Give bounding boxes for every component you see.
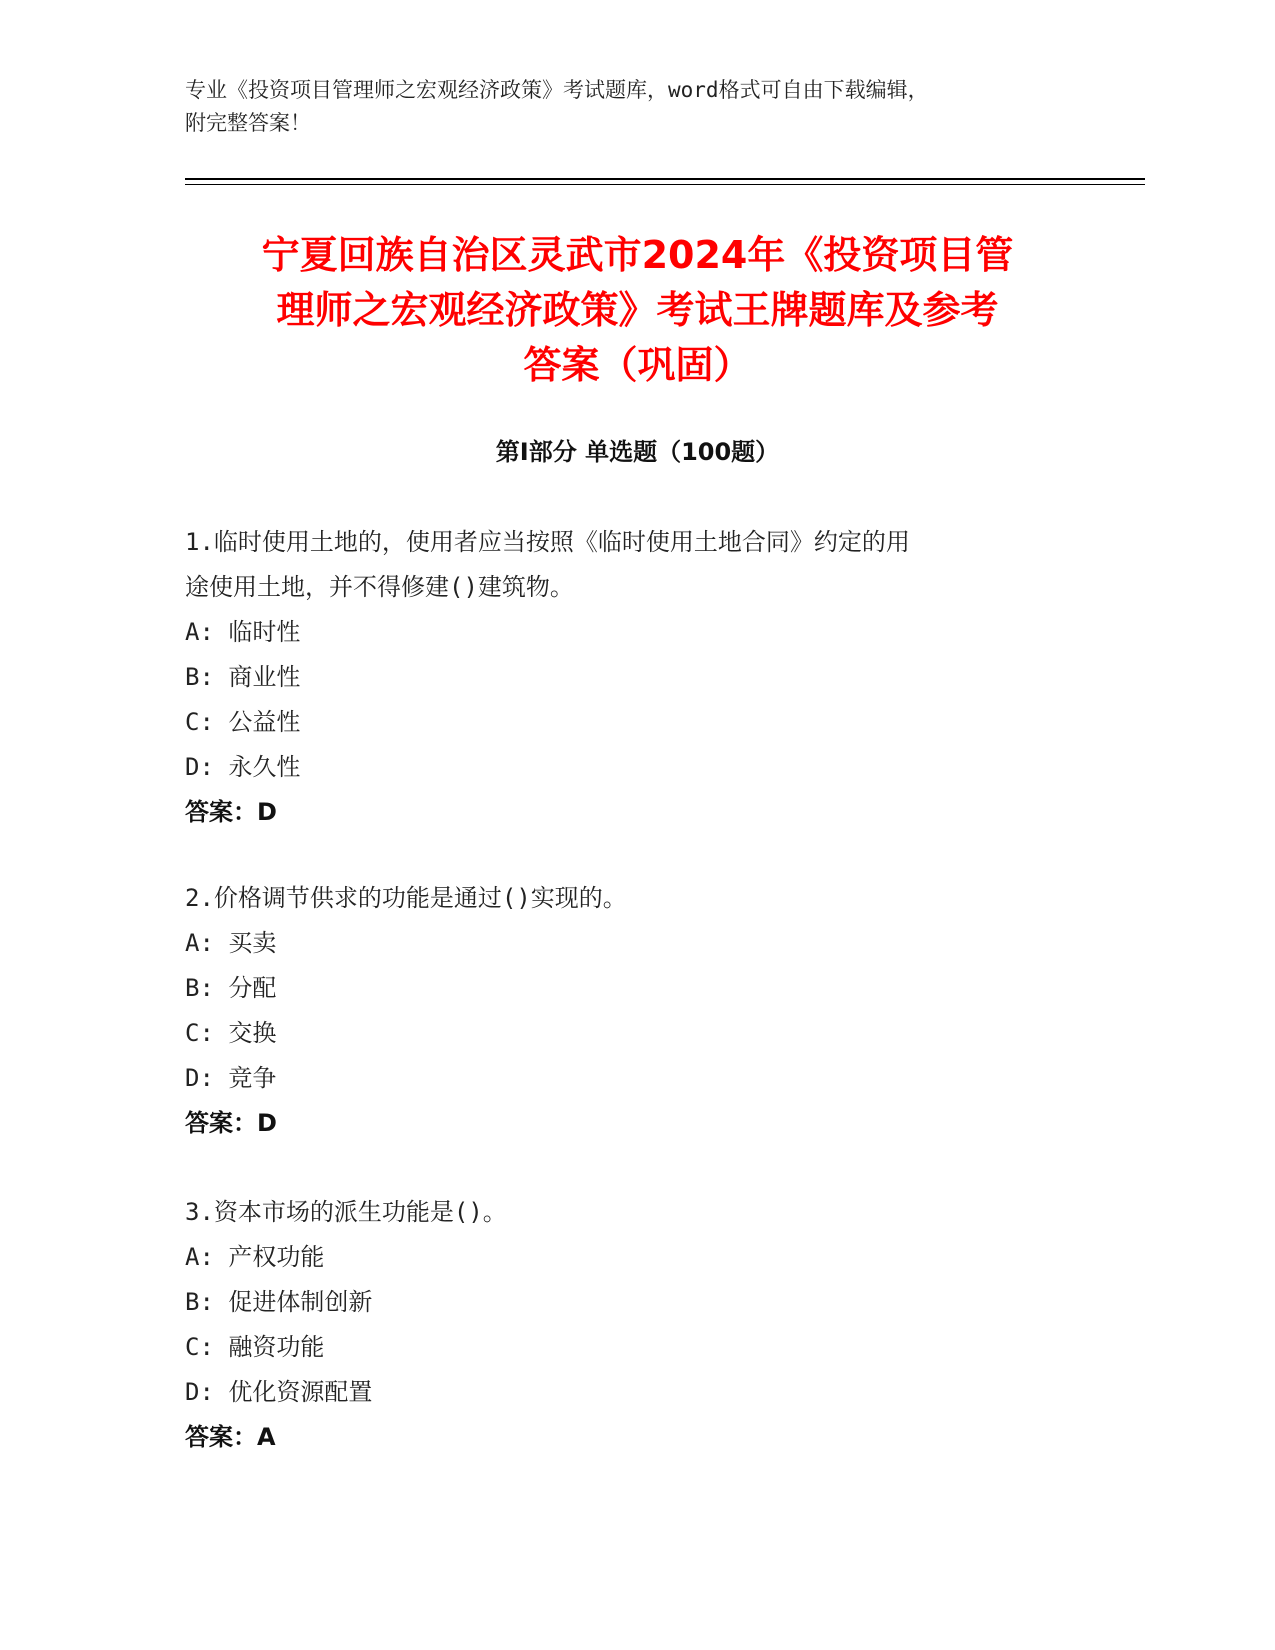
question-1-stem-line-1: 1.临时使用土地的，使用者应当按照《临时使用土地合同》约定的用 [185, 528, 910, 556]
question-1 [185, 520, 1065, 835]
question-3-stem-line-1: 3.资本市场的派生功能是()。 [185, 1198, 507, 1226]
question-2-option-b: B: 分配 [185, 974, 277, 1002]
question-2-option-d: D: 竞争 [185, 1064, 277, 1092]
question-3-answer: 答案：A [185, 1423, 276, 1451]
question-3-option-d: D: 优化资源配置 [185, 1378, 373, 1406]
question-2-option-c: C: 交换 [185, 1019, 277, 1047]
section-heading: 第I部分 单选题（100题） [495, 438, 780, 466]
document-title-line-3: 答案（巩固） [523, 343, 752, 387]
question-3-option-b: B: 促进体制创新 [185, 1288, 373, 1316]
question-1-stem-line-2: 途使用土地，并不得修建()建筑物。 [185, 573, 574, 601]
document-title-line-1: 宁夏回族自治区灵武市2024年《投资项目管 [261, 233, 1014, 277]
question-2 [185, 876, 1065, 1146]
question-1-option-c: C: 公益性 [185, 708, 301, 736]
question-3-option-c: C: 融资功能 [185, 1333, 325, 1361]
question-2-answer: 答案：D [185, 1109, 277, 1137]
question-1-option-a: A: 临时性 [185, 618, 301, 646]
document-title-line-2: 理师之宏观经济政策》考试王牌题库及参考 [276, 288, 999, 332]
document-title [150, 228, 1125, 393]
header-note-line-2: 附完整答案！ [185, 111, 311, 135]
question-1-answer: 答案：D [185, 798, 277, 826]
header-note-line-1: 专业《投资项目管理师之宏观经济政策》考试题库，word格式可自由下载编辑， [185, 78, 929, 102]
header-divider-thick [185, 178, 1145, 180]
question-2-stem-line-1: 2.价格调节供求的功能是通过()实现的。 [185, 884, 627, 912]
question-3-option-a: A: 产权功能 [185, 1243, 325, 1271]
header-divider-thin [185, 184, 1145, 185]
question-3 [185, 1190, 1065, 1460]
question-1-option-b: B: 商业性 [185, 663, 301, 691]
question-1-option-d: D: 永久性 [185, 753, 301, 781]
question-2-option-a: A: 买卖 [185, 929, 277, 957]
header-note [185, 74, 1085, 140]
